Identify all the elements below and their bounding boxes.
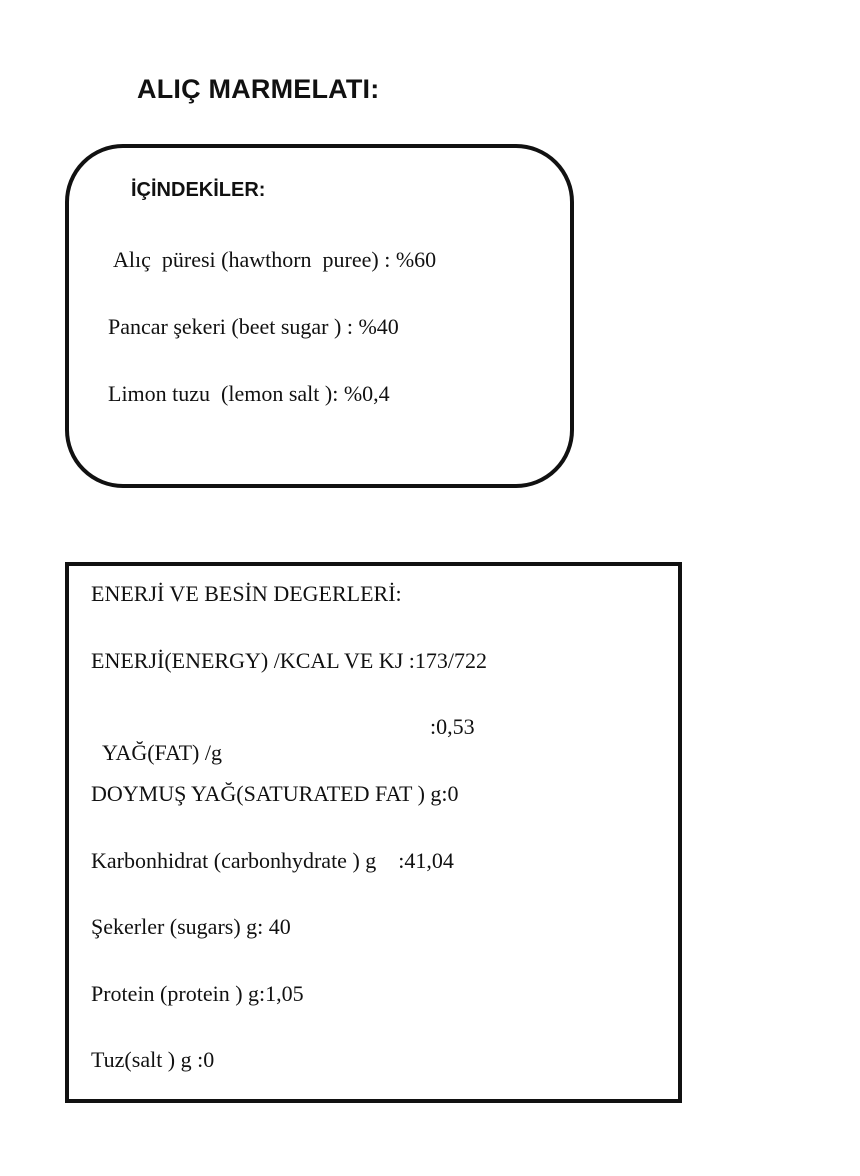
ingredient-beet-sugar: Pancar şekeri (beet sugar ) : %40 [108,314,399,339]
nutrition-carbohydrate-row: Karbonhidrat (carbonhydrate ) g :41,04 [91,848,454,873]
ingredients-heading: İÇİNDEKİLER: [131,179,266,201]
nutrition-saturated-fat-row: DOYMUŞ YAĞ(SATURATED FAT ) g:0 [91,781,459,806]
nutrition-heading: ENERJİ VE BESİN DEGERLERİ: [91,581,402,606]
nutrition-box [65,562,682,1103]
page-title: ALIÇ MARMELATI: [137,74,380,104]
ingredient-hawthorn-puree: Alıç püresi (hawthorn puree) : %60 [113,247,437,272]
nutrition-fat-value: :0,53 [430,714,475,739]
nutrition-protein-row: Protein (protein ) g:1,05 [91,981,304,1006]
nutrition-sugars-row: Şekerler (sugars) g: 40 [91,914,291,939]
nutrition-energy-row: ENERJİ(ENERGY) /KCAL VE KJ :173/722 [91,648,487,673]
nutrition-fat-label: YAĞ(FAT) /g [102,740,222,765]
ingredient-lemon-salt: Limon tuzu (lemon salt ): %0,4 [108,381,390,406]
nutrition-salt-row: Tuz(salt ) g :0 [91,1047,215,1072]
